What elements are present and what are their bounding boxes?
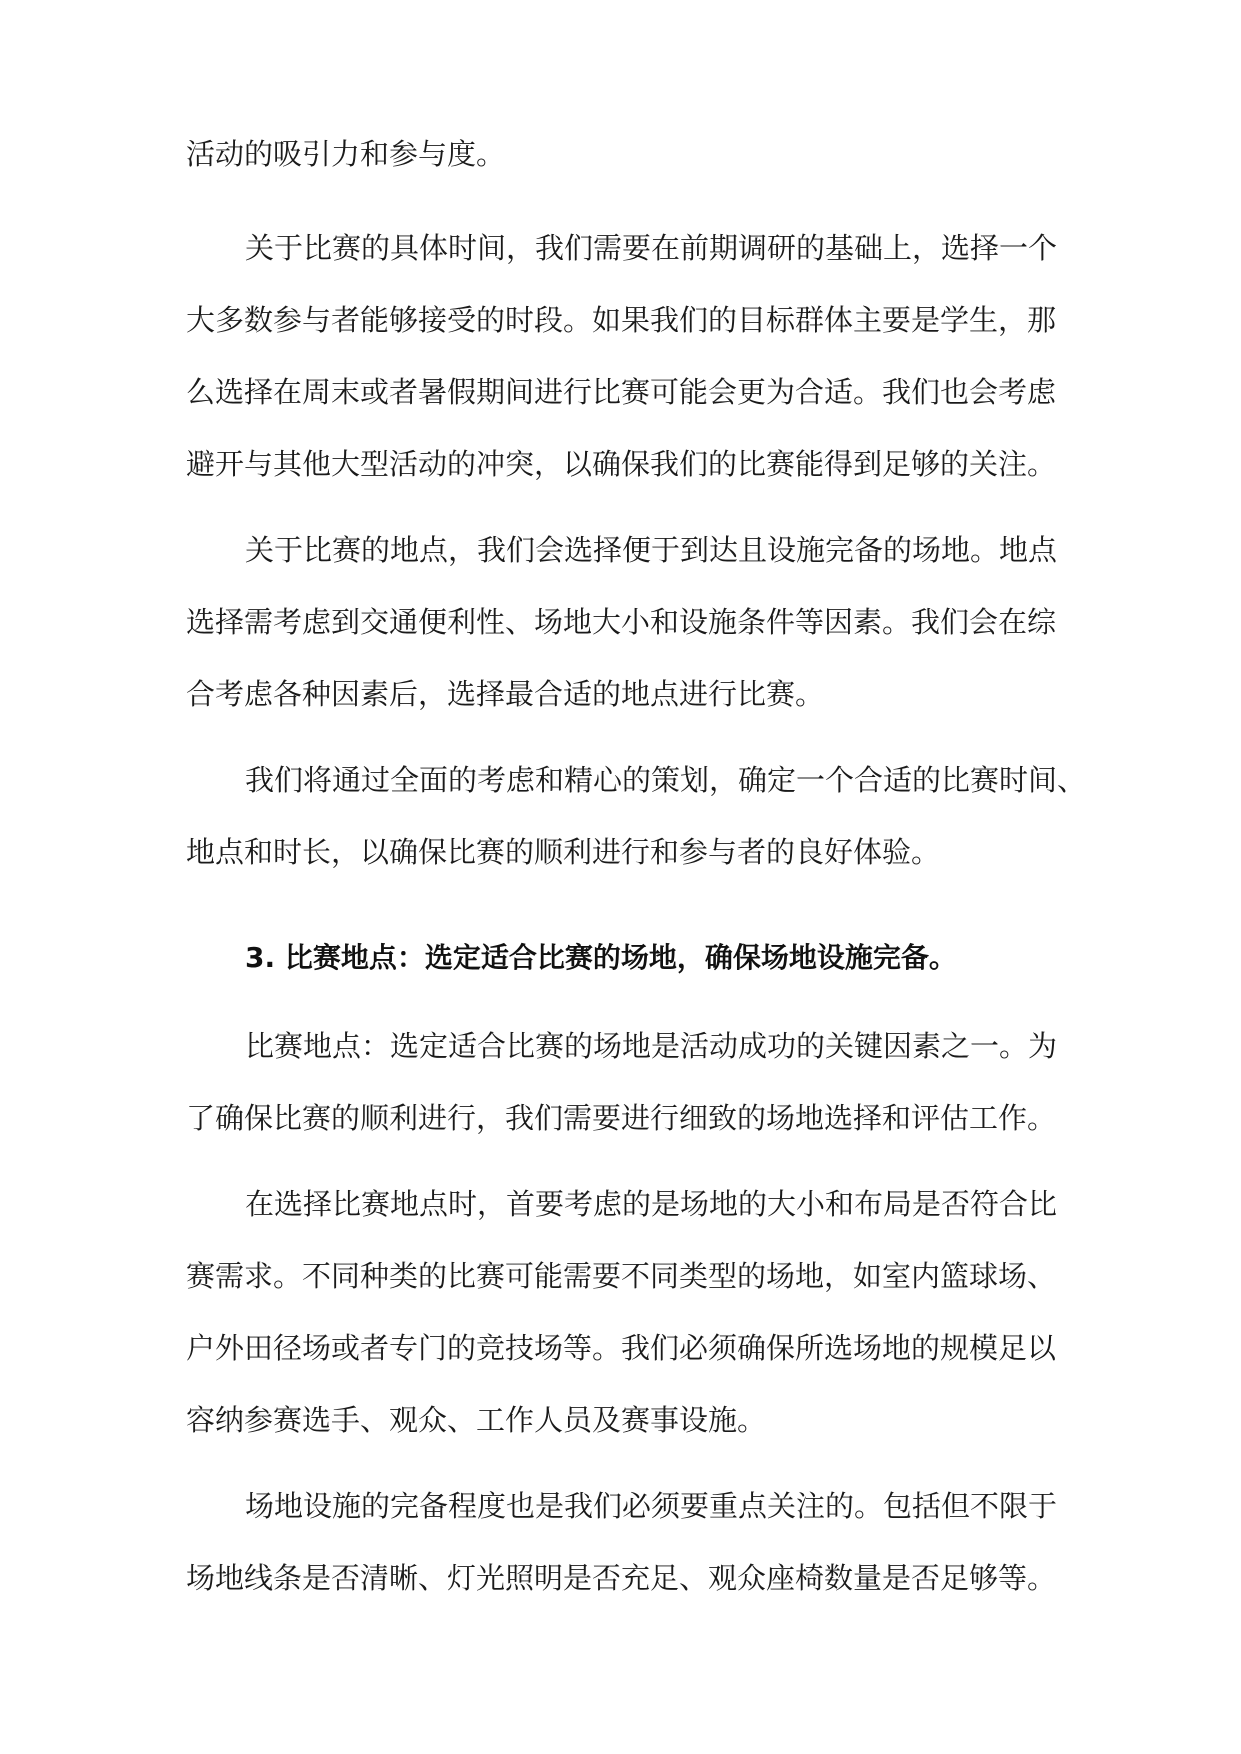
section-heading: 3. 比赛地点：选定适合比赛的场地，确保场地设施完备。 bbox=[245, 941, 957, 974]
paragraph-line: 我们将通过全面的考虑和精心的策划，确定一个合适的比赛时间、 bbox=[245, 763, 1087, 797]
paragraph-line: 合考虑各种因素后，选择最合适的地点进行比赛。 bbox=[186, 677, 825, 711]
paragraph-line: 大多数参与者能够接受的时段。如果我们的目标群体主要是学生，那 bbox=[186, 303, 1057, 337]
paragraph-line: 场地设施的完备程度也是我们必须要重点关注的。包括但不限于 bbox=[245, 1489, 1058, 1523]
paragraph-line: 了确保比赛的顺利进行，我们需要进行细致的场地选择和评估工作。 bbox=[186, 1101, 1057, 1135]
paragraph-line: 选择需考虑到交通便利性、场地大小和设施条件等因素。我们会在综 bbox=[186, 605, 1057, 639]
paragraph-line: 容纳参赛选手、观众、工作人员及赛事设施。 bbox=[186, 1403, 767, 1437]
paragraph-line: 场地线条是否清晰、灯光照明是否充足、观众座椅数量是否足够等。 bbox=[186, 1561, 1057, 1595]
paragraph-line: 户外田径场或者专门的竞技场等。我们必须确保所选场地的规模足以 bbox=[186, 1331, 1057, 1365]
paragraph-line: 关于比赛的地点，我们会选择便于到达且设施完备的场地。地点 bbox=[245, 533, 1058, 567]
paragraph-line: 活动的吸引力和参与度。 bbox=[186, 137, 506, 171]
paragraph-line: 么选择在周末或者暑假期间进行比赛可能会更为合适。我们也会考虑 bbox=[186, 375, 1057, 409]
paragraph-line: 关于比赛的具体时间，我们需要在前期调研的基础上，选择一个 bbox=[245, 231, 1058, 265]
paragraph-line: 在选择比赛地点时，首要考虑的是场地的大小和布局是否符合比 bbox=[245, 1187, 1058, 1221]
paragraph-line: 比赛地点：选定适合比赛的场地是活动成功的关键因素之一。为 bbox=[245, 1029, 1058, 1063]
paragraph-line: 地点和时长，以确保比赛的顺利进行和参与者的良好体验。 bbox=[186, 835, 941, 869]
paragraph-line: 避开与其他大型活动的冲突，以确保我们的比赛能得到足够的关注。 bbox=[186, 447, 1057, 481]
paragraph-line: 赛需求。不同种类的比赛可能需要不同类型的场地，如室内篮球场、 bbox=[186, 1259, 1057, 1293]
